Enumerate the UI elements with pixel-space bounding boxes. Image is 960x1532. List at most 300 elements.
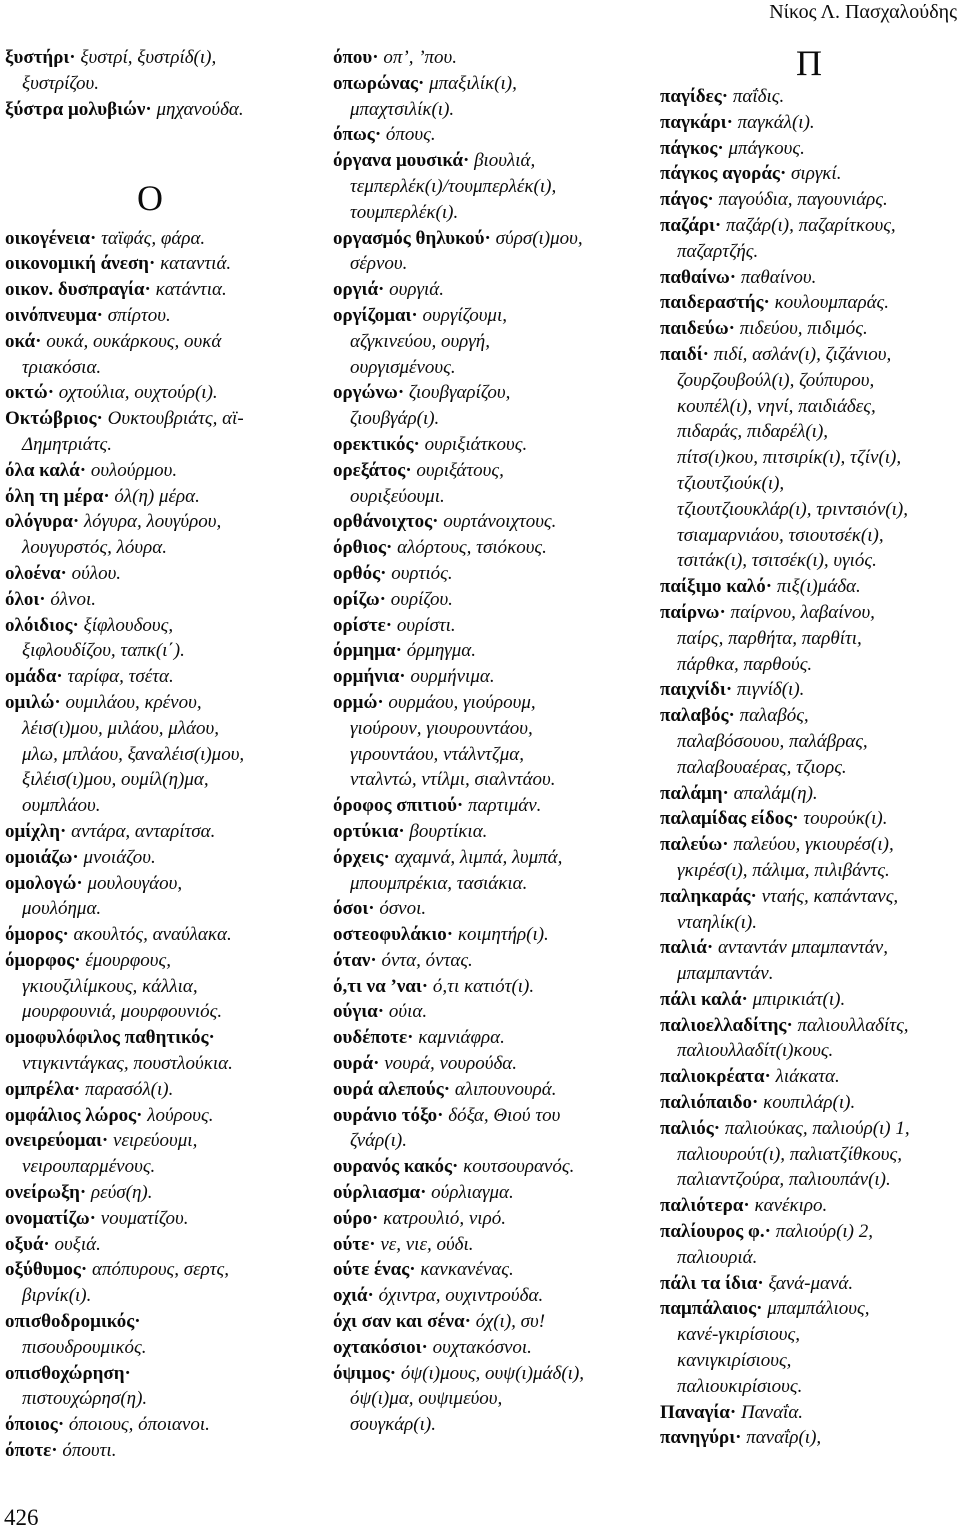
entry-continuation-line — [660, 419, 958, 445]
dictionary-entry — [333, 303, 643, 380]
entry-definition: κουπιλάρ(ι). — [763, 1092, 856, 1114]
entry-continuation-line — [333, 355, 643, 381]
entry-definition: ουρτάνοιχτους. — [443, 511, 557, 533]
entry-continuation-line — [5, 1283, 295, 1309]
entry-headword: παλιότερα· — [660, 1195, 750, 1217]
entry-continuation-line — [660, 755, 958, 781]
entry-headword: ουρά αλεπούς· — [333, 1078, 451, 1100]
dictionary-entry — [5, 329, 295, 381]
entry-definition: λόγυρα, λουγύρου, — [83, 511, 222, 533]
entry-definition: ουχτακόσνοι. — [432, 1336, 532, 1358]
entry-first-line — [660, 1116, 958, 1142]
dictionary-entry — [660, 1193, 958, 1219]
entry-headword: όρμημα· — [333, 640, 402, 662]
entry-first-line — [5, 613, 295, 639]
entry-headword: ομάδα· — [5, 666, 63, 688]
entry-continuation-line — [660, 548, 958, 574]
entry-definition: κανιγκιρίσιους, — [677, 1350, 792, 1372]
entry-definition: ουρμάου, γιούρουμ, — [388, 691, 536, 713]
entry-definition: πισουδρουμικός. — [22, 1336, 147, 1358]
entry-first-line — [5, 251, 295, 277]
entry-headword: οξύθυμος· — [5, 1259, 88, 1281]
dictionary-entry — [660, 1296, 958, 1399]
entry-headword: πανηγύρι· — [660, 1427, 742, 1449]
entry-first-line — [5, 561, 295, 587]
entry-first-line — [660, 1219, 958, 1245]
entry-definition: μπαμπαντάν. — [677, 963, 774, 985]
entry-headword: οργιά· — [333, 279, 385, 301]
entry-definition: λιάκατα. — [775, 1066, 840, 1088]
entry-definition: παζαρτζής. — [677, 240, 759, 262]
entry-continuation-line — [5, 716, 295, 742]
entry-definition: ούια. — [388, 1001, 428, 1023]
entry-definition: παίρνου, λαβαίνου, — [730, 601, 875, 623]
entry-headword: όλα καλά· — [5, 459, 87, 481]
dictionary-entry — [333, 845, 643, 897]
entry-headword: ομοφυλόφιλος παθητικός· — [5, 1027, 215, 1049]
entry-first-line — [660, 265, 958, 291]
dictionary-entry — [333, 1283, 643, 1309]
entry-continuation-line — [660, 729, 958, 755]
entry-definition: ουριξάτους, — [416, 459, 504, 481]
entry-continuation-line — [5, 1386, 295, 1412]
entry-first-line — [333, 1051, 643, 1077]
entry-headword: παλιοελλαδίτης· — [660, 1014, 793, 1036]
dictionary-entry — [333, 1154, 643, 1180]
entry-first-line — [5, 45, 295, 71]
entry-headword: όρχεις· — [333, 846, 390, 868]
entry-definition: τριακόσια. — [22, 356, 102, 378]
dictionary-entry — [333, 1361, 643, 1438]
dictionary-entry — [5, 1103, 295, 1129]
entry-headword: όρθιος· — [333, 537, 393, 559]
entry-headword: παλάμη· — [660, 782, 729, 804]
entry-headword: όταν· — [333, 949, 377, 971]
entry-definition: κουλουμπαράς. — [774, 292, 890, 314]
entry-first-line — [5, 484, 295, 510]
entry-first-line — [5, 922, 295, 948]
running-head-author: Νίκος Λ. Πασχαλούδης — [769, 1, 957, 23]
entry-definition: ούλου. — [71, 562, 122, 584]
entry-first-line — [333, 613, 643, 639]
entry-first-line — [333, 587, 643, 613]
entry-headword: όπως· — [333, 124, 382, 146]
entry-headword: ορθός· — [333, 562, 387, 584]
dictionary-entry — [333, 561, 643, 587]
entry-definition: κανκανένας. — [420, 1259, 514, 1281]
entry-first-line — [660, 987, 958, 1013]
dictionary-entry — [5, 509, 295, 561]
entry-headword: πάγος· — [660, 189, 714, 211]
dictionary-entry — [5, 484, 295, 510]
entry-continuation-line — [660, 445, 958, 471]
left-column — [5, 45, 295, 1464]
entry-headword: ονειρεύομαι· — [5, 1130, 109, 1152]
entry-headword: οχτακόσιοι· — [333, 1336, 428, 1358]
entry-first-line — [333, 226, 643, 252]
entry-definition: παλιουκιρίσιους. — [677, 1375, 803, 1397]
entry-first-line — [333, 974, 643, 1000]
dictionary-entry — [333, 793, 643, 819]
dictionary-entry — [660, 290, 958, 316]
entry-definition: παλαβόσουου, παλάβρας, — [677, 730, 868, 752]
entry-headword: οργίζομαι· — [333, 304, 418, 326]
entry-first-line — [5, 1206, 295, 1232]
entry-first-line — [5, 1438, 295, 1464]
entry-headword: ξύστρα μολυβιών· — [5, 98, 152, 120]
entry-first-line — [333, 1154, 643, 1180]
dictionary-entry — [333, 819, 643, 845]
entry-first-line — [660, 600, 958, 626]
dictionary-entry — [5, 1206, 295, 1232]
entry-first-line — [5, 1077, 295, 1103]
entry-headword: παιδεραστής· — [660, 292, 770, 314]
dictionary-entry — [333, 1335, 643, 1361]
entry-continuation-line — [5, 1154, 295, 1180]
entry-headword: οικογένεια· — [5, 227, 97, 249]
entry-first-line — [333, 793, 643, 819]
dictionary-entry — [660, 600, 958, 677]
entry-definition: ουργισμένους. — [350, 356, 456, 378]
entry-continuation-line — [660, 1245, 958, 1271]
dictionary-entry — [660, 987, 958, 1013]
entry-definition: όρμηγμα. — [406, 640, 477, 662]
entry-definition: καμνιάφρα. — [418, 1027, 505, 1049]
entry-first-line — [333, 458, 643, 484]
entry-headword: ονοματίζω· — [5, 1207, 96, 1229]
entry-definition: νειρεύουμι, — [113, 1130, 198, 1152]
entry-definition: παλιουλλαδίτ(ι)κους. — [677, 1040, 834, 1062]
dictionary-entry — [5, 226, 295, 252]
entry-first-line — [5, 97, 295, 123]
entry-headword: ομοιάζω· — [5, 846, 79, 868]
entry-first-line — [333, 819, 643, 845]
entry-definition: νουματίζου. — [100, 1207, 189, 1229]
entry-headword: παίξιμο καλό· — [660, 576, 773, 598]
entry-definition: ξιφλουδίζου, ταπκ(ι΄). — [22, 640, 185, 662]
entry-definition: ουμιλάου, κρένου, — [65, 691, 202, 713]
dictionary-entry — [333, 277, 643, 303]
entry-continuation-line — [5, 896, 295, 922]
entry-first-line — [333, 845, 643, 871]
dictionary-entry — [660, 832, 958, 884]
entry-definition: όποιους, όποιανοι. — [68, 1414, 210, 1436]
entry-definition: αντάρα, ανταρίτσα. — [71, 820, 216, 842]
entry-headword: παιδί· — [660, 343, 709, 365]
dictionary-entry — [333, 1309, 643, 1335]
entry-headword: όμορος· — [5, 924, 69, 946]
dictionary-entry — [333, 1025, 643, 1051]
dictionary-entry — [5, 948, 295, 1025]
entry-headword: οκτώ· — [5, 382, 55, 404]
entry-definition: μηχανούδα. — [156, 98, 244, 120]
entry-definition: πιδεύου, πιδιμός. — [739, 318, 868, 340]
entry-definition: έμουρφους, — [85, 949, 171, 971]
dictionary-entry — [660, 265, 958, 291]
entry-definition: σουγκάρ(ι). — [350, 1414, 436, 1436]
entry-headword: όποτε· — [5, 1440, 58, 1462]
entry-first-line — [5, 1025, 295, 1051]
entry-first-line — [660, 574, 958, 600]
entry-definition: ξανά-μανά. — [768, 1272, 854, 1294]
entry-first-line — [660, 1400, 958, 1426]
entry-definition: μπαξιλίκ(ι), — [429, 72, 517, 94]
dictionary-entry — [5, 458, 295, 484]
entry-continuation-line — [333, 716, 643, 742]
entry-definition: γιρουντάου, ντάλντζμα, — [350, 743, 524, 765]
entry-definition: ζιουβγάρ(ι). — [350, 408, 440, 430]
entry-headword: ολόιδιος· — [5, 614, 79, 636]
entry-first-line — [5, 1361, 295, 1387]
dictionary-entry — [5, 1412, 295, 1438]
entry-definition: μπιρικιάτ(ι). — [752, 988, 846, 1010]
entry-definition: ρεύσ(η). — [90, 1182, 153, 1204]
entry-definition: μλω, μπλάου, ξαναλέισ(ι)μου, — [22, 743, 245, 765]
entry-definition: ουμπλάου. — [22, 795, 101, 817]
entry-definition: ουρίστι. — [396, 614, 456, 636]
entry-definition: σπίρτου. — [107, 304, 171, 326]
entry-first-line — [660, 110, 958, 136]
entry-definition: γιούρουν, γιουρουντάου, — [350, 717, 533, 739]
dictionary-entry — [5, 1180, 295, 1206]
entry-first-line — [5, 819, 295, 845]
entry-headword: οινόπνευμα· — [5, 304, 103, 326]
entry-headword: ομίχλη· — [5, 820, 67, 842]
entry-headword: παλαμίδας είδος· — [660, 808, 799, 830]
entry-definition: αλόρτους, τσιόκους. — [397, 537, 547, 559]
entry-definition: όντα, όντας. — [381, 949, 473, 971]
entry-headword: πάλι καλά· — [660, 988, 748, 1010]
entry-definition: βιρνίκ(ι). — [22, 1285, 92, 1307]
entry-first-line — [5, 406, 295, 432]
entry-definition: αλιπουνουρά. — [454, 1078, 557, 1100]
entry-definition: κανέ-γκιρίσιους, — [677, 1324, 800, 1346]
entry-headword: όλη τη μέρα· — [5, 485, 110, 507]
entry-headword: παιδεύω· — [660, 318, 735, 340]
entry-definition: όχ(ι), συ! — [475, 1311, 546, 1333]
entry-definition: κανέκιρο. — [754, 1195, 828, 1217]
entry-definition: ζνάρ(ι). — [350, 1130, 407, 1152]
dictionary-entry — [660, 161, 958, 187]
dictionary-entry — [333, 896, 643, 922]
entry-definition: ουριξιάτκους. — [424, 433, 528, 455]
entry-definition: τουμπερλέκ(ι). — [350, 201, 459, 223]
entry-definition: Ουκτουβριάτς, αϊ- — [107, 408, 244, 430]
dictionary-entry — [333, 458, 643, 510]
entry-headword: παθαίνω· — [660, 266, 737, 288]
entry-first-line — [333, 71, 643, 97]
entry-definition: σιργκί. — [791, 163, 842, 185]
entry-first-line — [333, 277, 643, 303]
entry-continuation-line — [333, 484, 643, 510]
entry-continuation-line — [5, 1051, 295, 1077]
entry-continuation-line — [5, 1335, 295, 1361]
entry-first-line — [5, 587, 295, 613]
entry-definition: βουρτίκια. — [409, 820, 488, 842]
entry-definition: πίτσ(ι)κου, πιτσιρίκ(ι), τζίν(ι), — [677, 447, 902, 469]
entry-continuation-line — [5, 999, 295, 1025]
entry-definition: ταρίφα, τσέτα. — [67, 666, 174, 688]
entry-definition: ουκά, ουκάρκους, ουκά — [46, 330, 222, 352]
entry-definition: παγούδια, παγουνιάρς. — [718, 189, 888, 211]
dictionary-entry — [660, 1425, 958, 1451]
entry-first-line — [660, 1296, 958, 1322]
entry-headword: παλαβός· — [660, 705, 735, 727]
entry-headword: παλιόπαιδο· — [660, 1092, 759, 1114]
dictionary-entry — [5, 1232, 295, 1258]
entry-definition: νε, νιε, ούδι. — [380, 1233, 474, 1255]
entry-headword: όργανα μουσικά· — [333, 150, 470, 172]
middle-column — [333, 45, 643, 1438]
dictionary-entry — [660, 677, 958, 703]
entry-definition: ουλούρμου. — [90, 459, 178, 481]
dictionary-entry — [660, 1116, 958, 1193]
entry-headword: οκά· — [5, 330, 42, 352]
entry-definition: ταϊφάς, φάρα. — [101, 227, 206, 249]
entry-headword: παίρνω· — [660, 601, 726, 623]
entry-definition: αζγκινεύου, ουργή, — [350, 330, 490, 352]
entry-headword: ορεκτικός· — [333, 433, 420, 455]
dictionary-entry — [5, 1128, 295, 1180]
entry-headword: Παναγία· — [660, 1401, 737, 1423]
entry-headword: ολοένα· — [5, 562, 67, 584]
entry-first-line — [660, 290, 958, 316]
entry-definition: ξυστρίζου. — [22, 72, 100, 94]
dictionary-entry — [660, 213, 958, 265]
dictionary-entry — [660, 1271, 958, 1297]
entry-continuation-line — [5, 638, 295, 664]
entry-definition: παίρς, παρθήτα, παρθίτι, — [677, 627, 862, 649]
dictionary-entry — [5, 871, 295, 923]
entry-definition: μπάγκους. — [728, 137, 805, 159]
entry-definition: ουργιά. — [389, 279, 444, 301]
entry-definition: όλνοι. — [50, 588, 97, 610]
entry-headword: ούρο· — [333, 1207, 379, 1229]
entry-definition: πιδαράς, πιδαρέλ(ι), — [677, 421, 829, 443]
entry-headword: παλιός· — [660, 1117, 721, 1139]
dictionary-entry — [5, 380, 295, 406]
entry-definition: όχιντρα, ουχιντρούδα. — [378, 1285, 544, 1307]
entry-headword: ολόγυρα· — [5, 511, 80, 533]
entry-definition: ουρμήνιμα. — [410, 666, 495, 688]
entry-definition: κατάντια. — [155, 279, 227, 301]
entry-headword: ομπρέλα· — [5, 1078, 81, 1100]
entry-headword: ομφάλιος λώρος· — [5, 1104, 143, 1126]
dictionary-entry — [333, 226, 643, 278]
entry-continuation-line — [660, 1322, 958, 1348]
entry-continuation-line — [333, 174, 643, 200]
dictionary-entry — [333, 999, 643, 1025]
entry-definition: κουτσουρανός. — [463, 1156, 575, 1178]
dictionary-entry — [660, 806, 958, 832]
entry-continuation-line — [333, 1386, 643, 1412]
entry-headword: παγίδες· — [660, 86, 729, 107]
entry-headword: παλεύω· — [660, 834, 729, 856]
entry-continuation-line — [660, 1038, 958, 1064]
dictionary-entry — [5, 690, 295, 819]
entry-first-line — [333, 1180, 643, 1206]
right-column — [660, 45, 958, 1451]
entry-definition: τουρούκ(ι). — [803, 808, 888, 830]
dictionary-entry — [660, 935, 958, 987]
entry-definition: παλαβός, — [739, 705, 809, 727]
entry-definition: γκιουζιλίμκους, κάλλια, — [22, 975, 198, 997]
entry-definition: Δημητριάτς. — [22, 433, 112, 455]
entry-first-line — [660, 806, 958, 832]
dictionary-entry — [660, 110, 958, 136]
entry-first-line — [660, 1271, 958, 1297]
entry-first-line — [333, 1077, 643, 1103]
entry-headword: ορμώ· — [333, 691, 384, 713]
entry-definition: σέρνου. — [350, 253, 408, 275]
dictionary-entry — [5, 1077, 295, 1103]
entry-first-line — [660, 187, 958, 213]
dictionary-entry — [5, 1025, 295, 1077]
dictionary-entry — [333, 664, 643, 690]
dictionary-entry — [660, 703, 958, 780]
entry-first-line — [5, 226, 295, 252]
dictionary-entry — [5, 587, 295, 613]
entry-continuation-line — [660, 961, 958, 987]
entry-headword: πάγκος αγοράς· — [660, 163, 787, 185]
dictionary-entry — [5, 406, 295, 458]
entry-continuation-line — [333, 251, 643, 277]
dictionary-entry — [5, 1438, 295, 1464]
entry-continuation-line — [333, 871, 643, 897]
dictionary-entry — [5, 1257, 295, 1309]
entry-definition: νουρά, νουρούδα. — [384, 1053, 518, 1075]
entry-definition: παγκάλ(ι). — [737, 111, 815, 133]
entry-first-line — [5, 509, 295, 535]
entry-headword: όλοι· — [5, 588, 46, 610]
entry-definition: αχαμνά, λιμπά, λυμπά, — [394, 846, 563, 868]
entry-headword: οργασμός θηλυκού· — [333, 227, 491, 249]
entry-first-line — [333, 922, 643, 948]
entry-definition: γκιρέσ(ι), πάλιμα, πιλιβάντς. — [677, 859, 890, 881]
entry-definition: παλιουλλαδίτς, — [797, 1014, 909, 1036]
entry-headword: οξυά· — [5, 1233, 50, 1255]
entry-definition: ουρτιός. — [391, 562, 453, 584]
entry-definition: παλιούρ(ι) 2, — [775, 1221, 874, 1243]
entry-definition: παρτιμάν. — [468, 795, 542, 817]
entry-headword: ό,τι να ’ναι· — [333, 975, 429, 997]
dictionary-entry — [333, 1206, 643, 1232]
entry-first-line — [333, 1283, 643, 1309]
entry-first-line — [333, 380, 643, 406]
dictionary-entry — [5, 561, 295, 587]
dictionary-entry — [333, 690, 643, 793]
entry-definition: πιξ(ι)μάδα. — [776, 576, 861, 598]
dictionary-entry — [660, 187, 958, 213]
dictionary-entry — [660, 574, 958, 600]
entry-continuation-line — [5, 793, 295, 819]
entry-continuation-line — [333, 200, 643, 226]
entry-definition: παλιουρούτ(ι), παλιατζίθκους, — [677, 1143, 902, 1165]
entry-first-line — [660, 161, 958, 187]
entry-definition: ζουρζουβούλ(ι), ζούπυρου, — [677, 369, 875, 391]
dictionary-entry — [660, 884, 958, 936]
entry-definition: νταλντώ, ντίλμι, σιαλντάου. — [350, 769, 556, 791]
entry-first-line — [660, 1064, 958, 1090]
entry-headword: όψιμος· — [333, 1362, 397, 1384]
entry-continuation-line — [660, 1167, 958, 1193]
dictionary-entry — [333, 1257, 643, 1283]
entry-continuation-line — [660, 368, 958, 394]
entry-definition: πιστουχώρησ(η). — [22, 1388, 148, 1410]
entry-headword: ορθάνοιχτος· — [333, 511, 439, 533]
dictionary-entry — [5, 613, 295, 665]
dictionary-entry — [660, 781, 958, 807]
